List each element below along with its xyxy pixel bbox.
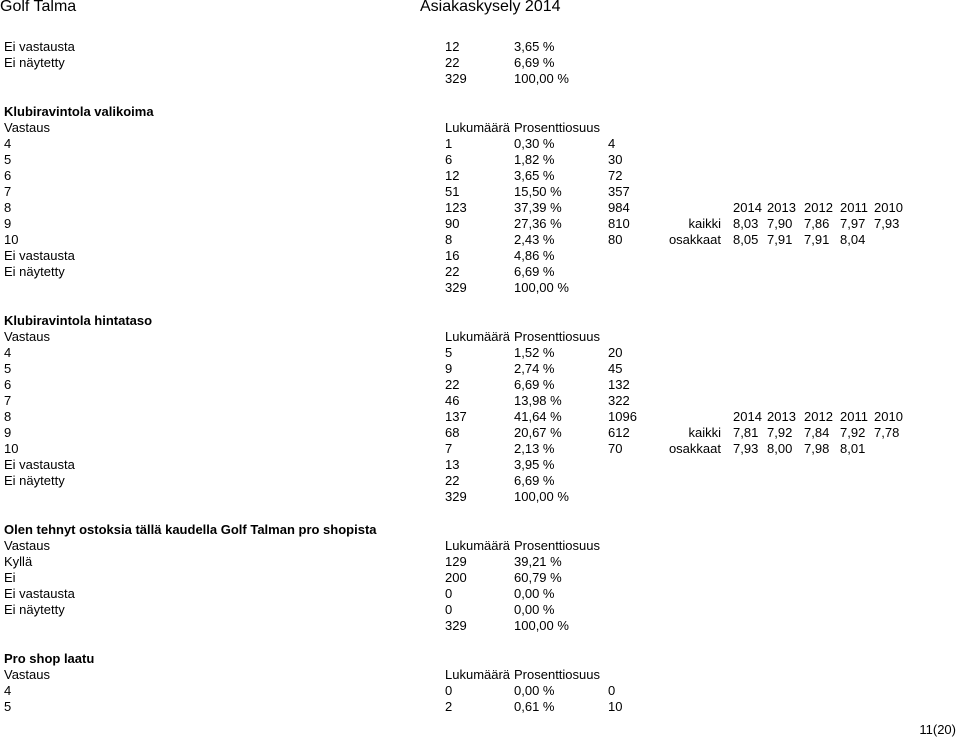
cell: 8,03	[733, 216, 759, 231]
year-header: 2013	[767, 200, 796, 215]
cell: 10	[4, 232, 19, 247]
table-row	[0, 570, 960, 586]
cell: Ei vastausta	[4, 457, 75, 472]
cell: 7,93	[733, 441, 759, 456]
cell: 6,69 %	[514, 264, 555, 279]
cell: 80	[608, 232, 623, 247]
cell: 357	[608, 184, 630, 199]
cell: 7	[4, 393, 12, 408]
average-label: kaikki	[688, 425, 721, 440]
cell: 22	[445, 264, 460, 279]
table-row	[0, 473, 960, 489]
total-row	[0, 489, 960, 505]
cell: Vastaus	[4, 329, 51, 344]
cell: 1,52 %	[514, 345, 555, 360]
cell: 4	[4, 683, 12, 698]
cell: 7	[445, 441, 453, 456]
table-row	[0, 168, 960, 184]
cell: 0,61 %	[514, 699, 555, 714]
cell: 3,95 %	[514, 457, 555, 472]
table-row	[0, 152, 960, 168]
survey-title: Asiakaskysely 2014	[420, 0, 561, 15]
club-name: Golf Talma	[0, 0, 77, 15]
cell: Lukumäärä	[445, 538, 511, 553]
cell: 13	[445, 457, 460, 472]
section-title	[0, 104, 960, 120]
cell: Lukumäärä	[445, 667, 511, 682]
cell: 22	[445, 377, 460, 392]
table-row	[0, 441, 960, 457]
table-row	[0, 554, 960, 570]
table-row	[0, 602, 960, 618]
cell: 5	[4, 361, 12, 376]
cell: 12	[445, 168, 460, 183]
cell: Ei	[4, 570, 16, 585]
cell: Kyllä	[4, 554, 33, 569]
cell: 7,91	[767, 232, 793, 247]
cell: 4	[608, 136, 616, 151]
table-row	[0, 586, 960, 602]
table-row	[0, 409, 960, 425]
cell: 100,00 %	[514, 489, 569, 504]
cell: 4	[4, 136, 12, 151]
cell: 100,00 %	[514, 618, 569, 633]
cell: 137	[445, 409, 467, 424]
year-header: 2010	[874, 200, 903, 215]
cell: 90	[445, 216, 460, 231]
cell: 68	[445, 425, 460, 440]
year-header: 2014	[733, 409, 762, 424]
cell: 3,65 %	[514, 168, 555, 183]
section-title	[0, 651, 960, 667]
cell: 7,84	[804, 425, 830, 440]
cell: 30	[608, 152, 623, 167]
table-row	[0, 393, 960, 409]
cell: 6	[445, 152, 453, 167]
cell: 7	[4, 184, 12, 199]
cell: 5	[445, 345, 453, 360]
header-bar	[0, 0, 960, 18]
cell: 7,90	[767, 216, 793, 231]
cell: 7,98	[804, 441, 830, 456]
cell: 13,98 %	[514, 393, 562, 408]
cell: 7,86	[804, 216, 830, 231]
cell: 8	[445, 232, 453, 247]
cell: Lukumäärä	[445, 329, 511, 344]
cell: Ei näytetty	[4, 264, 65, 279]
cell: 123	[445, 200, 467, 215]
cell: 984	[608, 200, 630, 215]
cell: 7,91	[804, 232, 830, 247]
cell: 2,43 %	[514, 232, 555, 247]
cell: 6,69 %	[514, 473, 555, 488]
cell: Klubiravintola valikoima	[4, 104, 154, 119]
cell: 0,00 %	[514, 586, 555, 601]
cell: 7,93	[874, 216, 900, 231]
table-row	[0, 136, 960, 152]
total-row	[0, 618, 960, 634]
cell: 612	[608, 425, 630, 440]
cell: Olen tehnyt ostoksia tällä kaudella Golf Talman pro shopista	[4, 522, 377, 537]
cell: 45	[608, 361, 623, 376]
cell: 2,74 %	[514, 361, 555, 376]
cell: Prosenttiosuus	[514, 667, 600, 682]
table-row	[0, 699, 960, 715]
cell: 16	[445, 248, 460, 263]
cell: Ei näytetty	[4, 473, 65, 488]
cell: 9	[445, 361, 453, 376]
average-label: osakkaat	[668, 232, 721, 247]
cell: 12	[445, 39, 460, 54]
table-row	[0, 248, 960, 264]
cell: 100,00 %	[514, 280, 569, 295]
cell: 0	[445, 683, 453, 698]
cell: 9	[4, 425, 12, 440]
cell: 8,01	[840, 441, 866, 456]
cell: Vastaus	[4, 120, 51, 135]
cell: 51	[445, 184, 460, 199]
cell: Klubiravintola hintataso	[4, 313, 153, 328]
cell: 810	[608, 216, 630, 231]
cell: 20	[608, 345, 623, 360]
cell: 1	[445, 136, 453, 151]
cell: 6	[4, 377, 12, 392]
cell: 4	[4, 345, 12, 360]
cell: 329	[445, 71, 467, 86]
table-header	[0, 329, 960, 345]
table-row	[0, 361, 960, 377]
year-header: 2012	[804, 200, 833, 215]
cell: 15,50 %	[514, 184, 562, 199]
cell: 72	[608, 168, 623, 183]
cell: 8,05	[733, 232, 759, 247]
cell: 1096	[608, 409, 637, 424]
year-header: 2011	[840, 409, 868, 424]
cell: 1,82 %	[514, 152, 555, 167]
average-label: kaikki	[688, 216, 721, 231]
table-row	[0, 457, 960, 473]
cell: 22	[445, 55, 460, 70]
table-row	[0, 345, 960, 361]
cell: 7,97	[840, 216, 866, 231]
table-row	[0, 200, 960, 216]
year-header: 2012	[804, 409, 833, 424]
cell: Prosenttiosuus	[514, 538, 600, 553]
cell: 8,04	[840, 232, 866, 247]
cell: 329	[445, 489, 467, 504]
cell: 27,36 %	[514, 216, 562, 231]
cell: Prosenttiosuus	[514, 329, 600, 344]
cell: 0,00 %	[514, 683, 555, 698]
cell: 0	[445, 602, 453, 617]
cell: 70	[608, 441, 623, 456]
cell: 4,86 %	[514, 248, 555, 263]
cell: 7,78	[874, 425, 900, 440]
table-row	[0, 425, 960, 441]
cell: Lukumäärä	[445, 120, 511, 135]
year-header: 2013	[767, 409, 796, 424]
year-header: 2010	[874, 409, 903, 424]
cell: 39,21 %	[514, 554, 562, 569]
cell: Ei näytetty	[4, 602, 65, 617]
table-header	[0, 538, 960, 554]
cell: 322	[608, 393, 630, 408]
cell: 6	[4, 168, 12, 183]
table-row	[0, 377, 960, 393]
cell: 0,00 %	[514, 602, 555, 617]
section-title	[0, 522, 960, 538]
table-header	[0, 120, 960, 136]
average-label: osakkaat	[668, 441, 721, 456]
cell: 6,69 %	[514, 377, 555, 392]
cell: 5	[4, 699, 12, 714]
cell: 41,64 %	[514, 409, 562, 424]
cell: Prosenttiosuus	[514, 120, 600, 135]
total-row	[0, 280, 960, 296]
cell: 2,13 %	[514, 441, 555, 456]
cell: Pro shop laatu	[4, 651, 95, 666]
cell: 129	[445, 554, 467, 569]
cell: 132	[608, 377, 630, 392]
cell: Vastaus	[4, 667, 51, 682]
cell: 7,92	[767, 425, 793, 440]
table-row	[0, 683, 960, 699]
cell: 9	[4, 216, 12, 231]
cell: 8	[4, 200, 12, 215]
cell: 10	[608, 699, 623, 714]
cell: 5	[4, 152, 12, 167]
table-row	[0, 184, 960, 200]
cell: 200	[445, 570, 467, 585]
table-row	[0, 216, 960, 232]
cell: Ei vastausta	[4, 586, 75, 601]
cell: Ei vastausta	[4, 39, 75, 54]
cell: 7,81	[733, 425, 759, 440]
cell: Ei näytetty	[4, 55, 65, 70]
cell: 6,69 %	[514, 55, 555, 70]
year-header: 2014	[733, 200, 762, 215]
cell: Vastaus	[4, 538, 51, 553]
cell: 10	[4, 441, 19, 456]
cell: 8	[4, 409, 12, 424]
cell: 2	[445, 699, 453, 714]
table-row	[0, 55, 960, 71]
cell: 37,39 %	[514, 200, 562, 215]
cell: Ei vastausta	[4, 248, 75, 263]
cell: 46	[445, 393, 460, 408]
cell: 7,92	[840, 425, 866, 440]
cell: 22	[445, 473, 460, 488]
page-number: 11(20)	[919, 722, 956, 737]
cell: 3,65 %	[514, 39, 555, 54]
cell: 0	[608, 683, 616, 698]
section-title	[0, 313, 960, 329]
year-header: 2011	[840, 200, 868, 215]
table-row	[0, 232, 960, 248]
cell: 20,67 %	[514, 425, 562, 440]
cell: 0	[445, 586, 453, 601]
table-row	[0, 39, 960, 55]
cell: 8,00	[767, 441, 793, 456]
cell: 100,00 %	[514, 71, 569, 86]
total-row	[0, 71, 960, 87]
cell: 329	[445, 618, 467, 633]
cell: 329	[445, 280, 467, 295]
table-header	[0, 667, 960, 683]
table-row	[0, 264, 960, 280]
cell: 60,79 %	[514, 570, 562, 585]
cell: 0,30 %	[514, 136, 555, 151]
